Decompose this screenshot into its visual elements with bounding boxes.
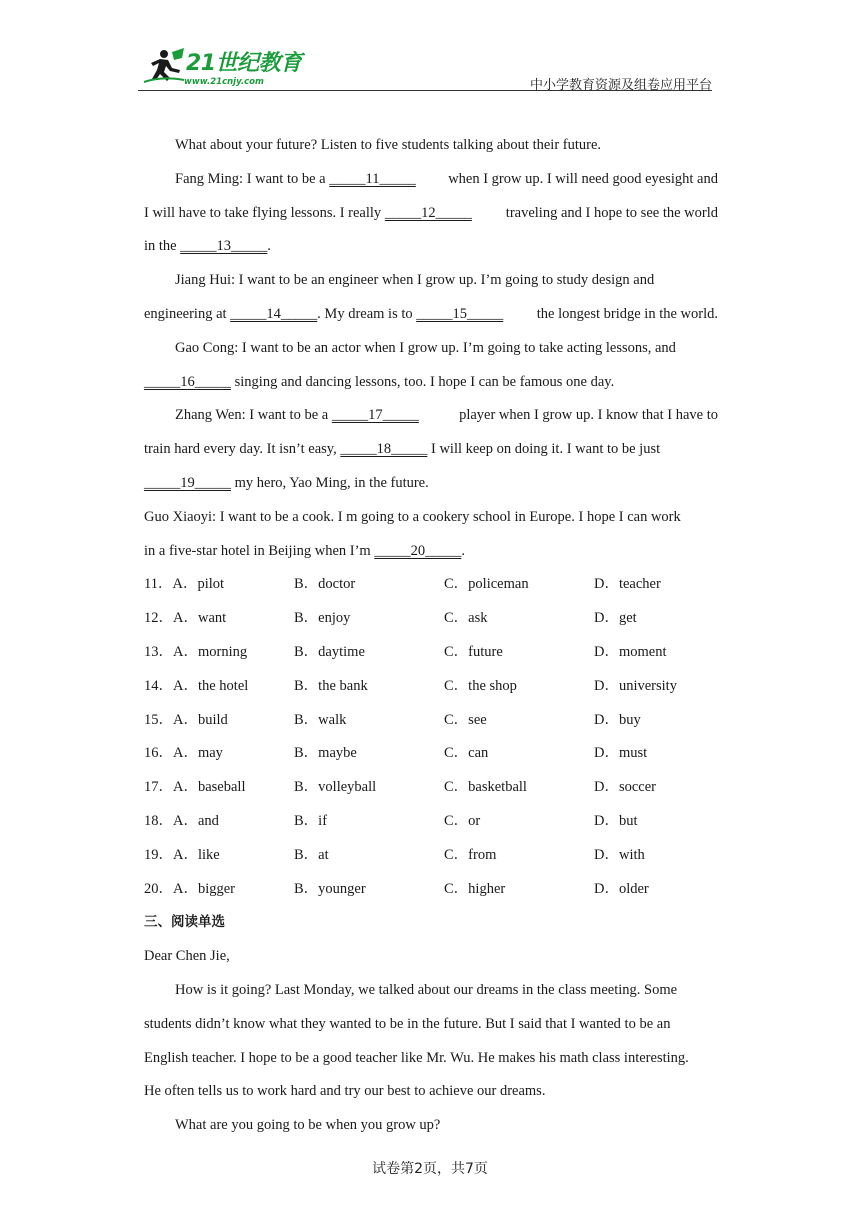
option-a[interactable]: A．may — [173, 745, 223, 762]
runner-logo-icon — [142, 48, 186, 84]
option-a[interactable]: A．want — [173, 610, 227, 627]
option-d[interactable]: D．get — [594, 610, 637, 627]
blank-20: _____20_____ — [374, 542, 462, 559]
passage-line — [144, 399, 718, 433]
logo-text: 21世纪教育 — [186, 51, 302, 76]
question-row — [144, 873, 718, 907]
page-footer: 试卷第2页，共7页 — [372, 1161, 488, 1177]
question-number-and-option-a — [144, 670, 294, 704]
question-number-and-option-a — [144, 873, 294, 907]
letter-line: English teacher. I hope to be a good teacher like Mr. Wu. He makes his math class interesting. — [144, 1049, 689, 1066]
passage-text: Fang Ming: I want to be a — [175, 170, 330, 187]
option-b[interactable]: B．maybe — [294, 745, 357, 762]
question-number-and-option-a — [144, 771, 294, 805]
option-d[interactable]: D．must — [594, 745, 648, 762]
site-tagline: 中小学教育资源及组卷应用平台 — [529, 78, 712, 93]
option-a[interactable]: A．morning — [173, 643, 248, 660]
logo-url[interactable]: www.21cnjy.com — [184, 77, 264, 87]
option-c[interactable]: C．ask — [444, 610, 488, 627]
passage-line — [144, 467, 718, 501]
letter-line: students didn’t know what they wanted to be in the future. But I said that I wanted to be an — [144, 1015, 671, 1032]
question-number: 13． — [144, 643, 173, 660]
question-number: 11． — [144, 576, 173, 593]
question-number-and-option-a — [144, 805, 294, 839]
question-number: 19． — [144, 846, 173, 863]
option-c[interactable]: C．policeman — [444, 576, 529, 593]
question-row — [144, 636, 718, 670]
passage-line — [144, 197, 718, 231]
option-a[interactable]: A．the hotel — [173, 677, 249, 694]
option-c[interactable]: C．the shop — [444, 677, 517, 694]
option-b[interactable]: B．walk — [294, 711, 347, 728]
option-d[interactable]: D．but — [594, 812, 638, 829]
option-a[interactable]: A．baseball — [173, 779, 246, 796]
passage-text: player when I grow up. I know that I have to — [459, 407, 718, 424]
passage-text: in the — [144, 238, 181, 255]
option-a[interactable]: A．and — [173, 812, 219, 829]
passage-line — [144, 163, 718, 197]
option-c[interactable]: C．or — [444, 812, 481, 829]
passage-text: I will have to take flying lessons. I really — [144, 204, 385, 221]
passage-text: in a five-star hotel in Beijing when I’m — [144, 542, 375, 559]
question-number: 12． — [144, 610, 173, 627]
option-c[interactable]: C．see — [444, 711, 487, 728]
question-row — [144, 602, 718, 636]
option-a[interactable]: A．pilot — [172, 576, 225, 593]
passage-text: . — [461, 542, 465, 559]
option-a[interactable]: A．bigger — [173, 880, 236, 897]
question-number-and-option-a — [144, 568, 294, 602]
blank-16: _____16_____ — [144, 373, 231, 390]
option-b[interactable]: B．doctor — [294, 576, 356, 593]
option-c[interactable]: C．higher — [444, 880, 506, 897]
letter-line: What are you going to be when you grow up? — [175, 1117, 441, 1134]
question-number-and-option-a — [144, 704, 294, 738]
option-d[interactable]: D．moment — [594, 643, 667, 660]
passage-text: engineering at — [144, 305, 231, 322]
passage-text: my hero, Yao Ming, in the future. — [231, 474, 429, 491]
option-c[interactable]: C．basketball — [444, 779, 527, 796]
letter-line: How is it going? Last Monday, we talked about our dreams in the class meeting. Some — [175, 981, 678, 998]
passage-line: Jiang Hui: I want to be an engineer when I grow up. I’m going to study design and — [175, 272, 655, 289]
option-d[interactable]: D．buy — [594, 711, 641, 728]
passage-text: when I grow up. I will need good eyesight and — [448, 170, 718, 187]
option-d[interactable]: D．soccer — [594, 779, 657, 796]
option-b[interactable]: B．the bank — [294, 677, 368, 694]
passage-line — [144, 230, 718, 264]
passage-line: Gao Cong: I want to be an actor when I grow up. I’m going to take acting lessons, and — [175, 339, 676, 356]
option-c[interactable]: C．from — [444, 846, 497, 863]
passage-text: traveling and I hope to see the world — [505, 204, 718, 221]
question-row — [144, 805, 718, 839]
passage-text: . My dream is to — [317, 305, 417, 322]
passage-intro: What about your future? Listen to five students talking about their future. — [175, 137, 602, 153]
blank-14: _____14_____ — [230, 305, 318, 322]
section-title: 三、阅读单选 — [144, 914, 225, 931]
question-number: 16． — [144, 745, 173, 762]
question-number: 14． — [144, 677, 173, 694]
option-b[interactable]: B．volleyball — [294, 779, 377, 796]
passage-text: Zhang Wen: I want to be a — [175, 407, 332, 424]
question-list — [144, 568, 718, 906]
blank-17: _____17_____ — [331, 407, 419, 424]
option-c[interactable]: C．future — [444, 643, 503, 660]
letter-line: He often tells us to work hard and try our best to achieve our dreams. — [144, 1083, 546, 1100]
blank-13: _____13_____ — [180, 238, 268, 255]
question-number: 17． — [144, 779, 173, 796]
passage-text: the longest bridge in the world. — [536, 305, 718, 322]
option-a[interactable]: A．build — [173, 711, 228, 728]
question-number-and-option-a — [144, 636, 294, 670]
question-row — [144, 670, 718, 704]
exam-content — [144, 129, 718, 1143]
option-a[interactable]: A．like — [173, 846, 220, 863]
blank-12: _____12_____ — [384, 204, 472, 221]
question-number: 15． — [144, 711, 173, 728]
option-b[interactable]: B．younger — [294, 880, 366, 897]
option-d[interactable]: D．with — [594, 846, 645, 863]
option-b[interactable]: B．daytime — [294, 643, 365, 660]
option-c[interactable]: C．can — [444, 745, 489, 762]
passage-text: singing and dancing lessons, too. I hope I can be famous one day. — [231, 373, 615, 390]
option-d[interactable]: D．older — [594, 880, 649, 897]
site-logo[interactable] — [138, 44, 308, 88]
header-divider — [138, 90, 712, 91]
passage-line: Guo Xiaoyi: I want to be a cook. I m going to a cookery school in Europe. I hope I can work — [144, 508, 681, 525]
question-row — [144, 568, 718, 602]
letter-salutation: Dear Chen Jie, — [144, 948, 230, 965]
question-number-and-option-a — [144, 737, 294, 771]
question-row — [144, 704, 718, 738]
blank-15: _____15_____ — [416, 305, 504, 322]
question-number-and-option-a — [144, 602, 294, 636]
passage-line — [144, 535, 718, 569]
option-b[interactable]: B．at — [294, 846, 329, 863]
passage-text: . — [267, 238, 271, 255]
passage-text: train hard every day. It isn’t easy, — [144, 441, 341, 458]
passage-line — [144, 433, 718, 467]
option-b[interactable]: B．enjoy — [294, 610, 351, 627]
question-row — [144, 771, 718, 805]
passage-line — [144, 298, 718, 332]
option-d[interactable]: D．university — [594, 677, 677, 694]
blank-11: _____11_____ — [329, 170, 416, 187]
question-number-and-option-a — [144, 839, 294, 873]
page-header — [138, 44, 712, 92]
question-row — [144, 737, 718, 771]
passage-text: I will keep on doing it. I want to be just — [427, 441, 661, 458]
passage-line — [144, 366, 718, 400]
option-d[interactable]: D．teacher — [594, 576, 661, 593]
option-b[interactable]: B．if — [294, 812, 328, 829]
blank-18: _____18_____ — [340, 441, 428, 458]
question-number: 20． — [144, 880, 173, 897]
question-number: 18． — [144, 812, 173, 829]
blank-19: _____19_____ — [144, 474, 231, 491]
question-row — [144, 839, 718, 873]
